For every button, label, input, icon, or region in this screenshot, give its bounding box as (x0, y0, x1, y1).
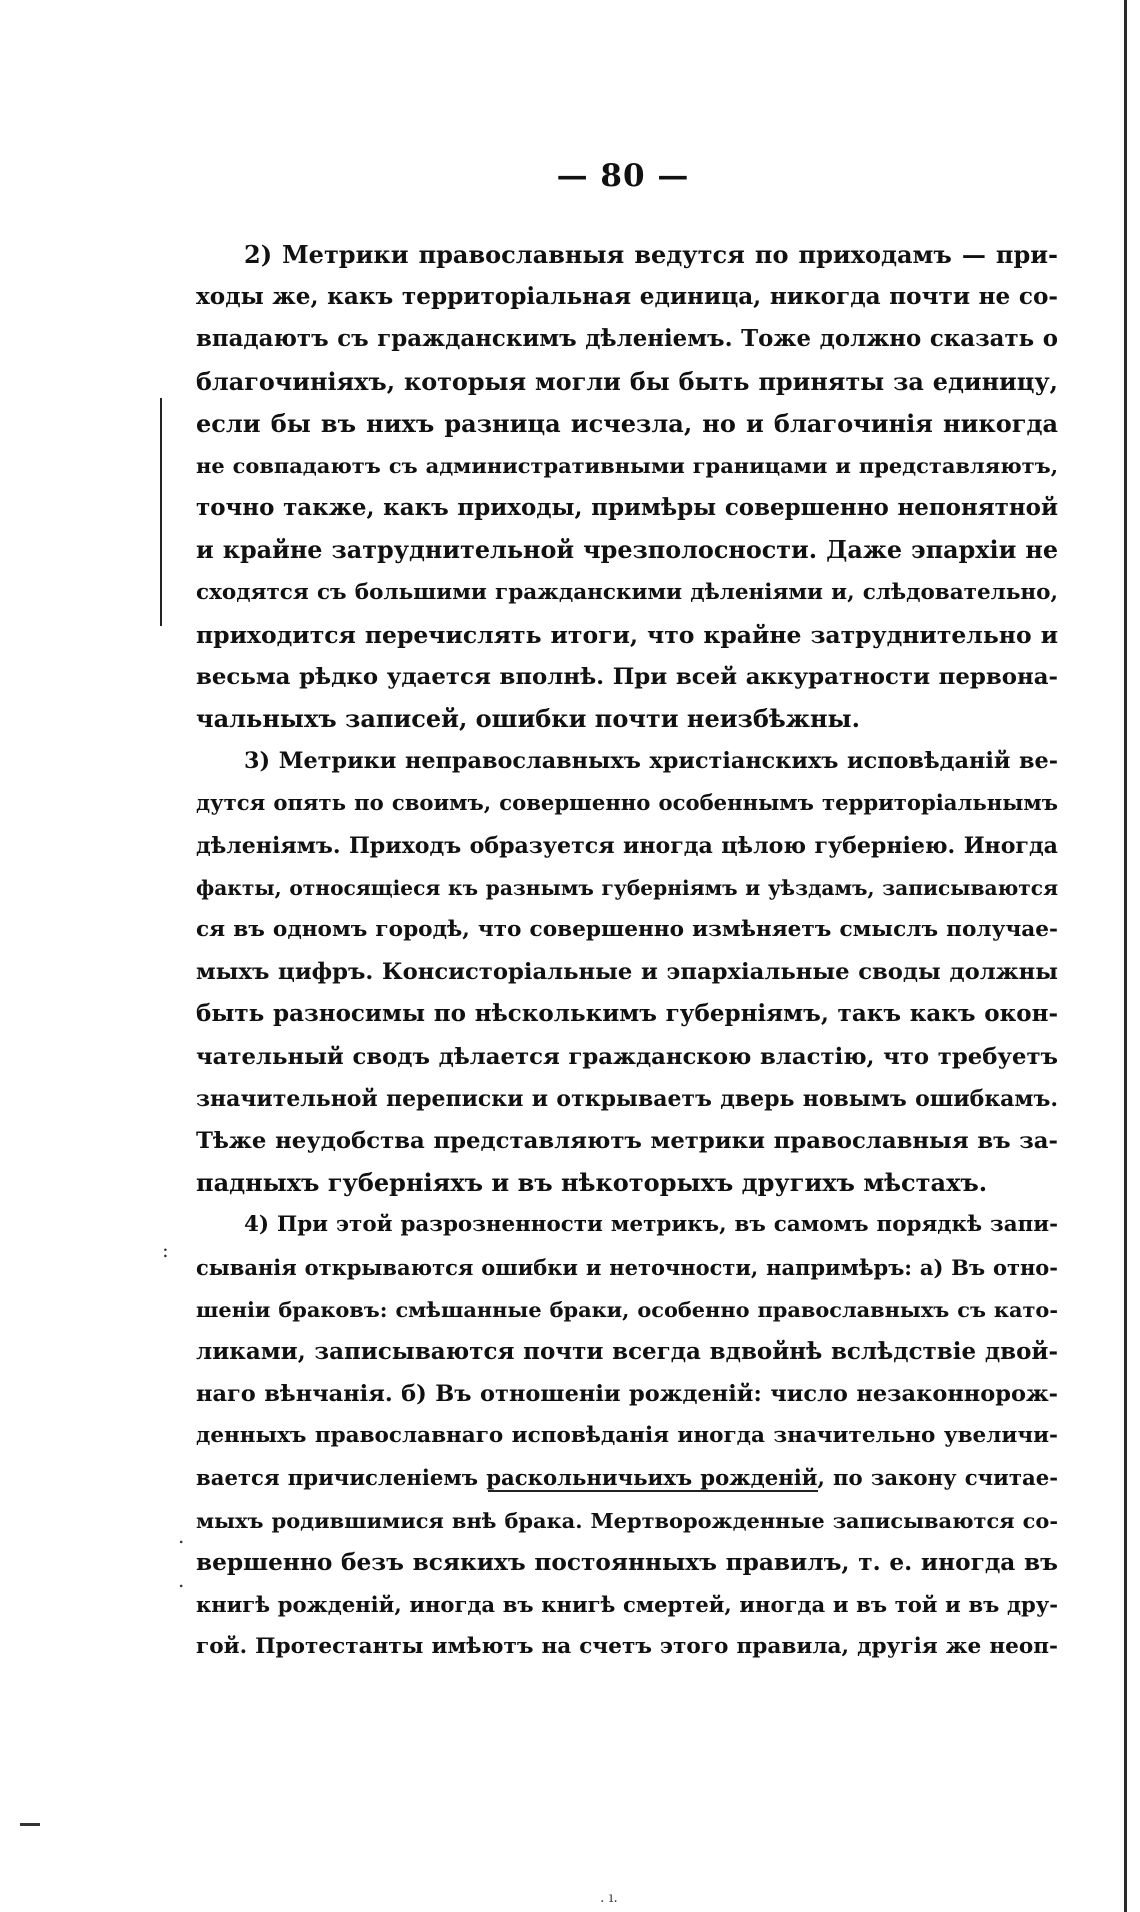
text-line: вается причисленіемъ раскольничьихъ рожденій, по закону считае- (196, 1465, 1058, 1491)
text-line: сыванія открываются ошибки и неточности, напримѣръ: а) Въ отно- (196, 1254, 1058, 1280)
paragraph-3 (196, 740, 1058, 1204)
paragraph-4 (196, 1204, 1058, 1668)
text-line: если бы въ нихъ разница исчезла, но и благочинія никогда (196, 408, 1058, 438)
text-line: ходы же, какъ территоріальная единица, никогда почти не со- (196, 283, 1058, 311)
margin-dot: . (178, 1524, 185, 1548)
page-number: — 80 — (556, 158, 690, 194)
text-line: мыхъ цифръ. Консисторіальные и эпархіальные своды должны (196, 959, 1058, 986)
text-line: точно также, какъ приходы, примѣры совершенно непонятной (196, 494, 1058, 522)
text-line: шеніи браковъ: смѣшанные браки, особенно православныхъ съ като- (196, 1296, 1058, 1322)
text-line: ликами, записываются почти всегда вдвойнѣ вслѣдствіе двой- (196, 1337, 1058, 1365)
text-line: Тѣже неудобства представляютъ метрики православныя въ за- (196, 1127, 1058, 1154)
text-line: быть разносимы по нѣсколькимъ губерніямъ, такъ какъ окон- (196, 1000, 1058, 1028)
text-line: 3) Метрики неправославныхъ христіанскихъ исповѣданій ве- (244, 748, 1058, 775)
text-line: ся въ одномъ городѣ, что совершенно измѣняетъ смыслъ получае- (196, 917, 1058, 942)
text-line: приходится перечислять итоги, что крайне затруднительно и (196, 620, 1058, 649)
text-line: факты, относящіеся къ разнымъ губерніямъ и уѣздамъ, записываются (196, 875, 1058, 900)
text-line: не совпадаютъ съ административными границами и представляютъ, (196, 452, 1058, 478)
footer-mark: . ı. (600, 1890, 618, 1906)
text-line: мыхъ родившимися внѣ брака. Мертворожденные записываются со- (196, 1507, 1058, 1533)
text-line: весьма рѣдко удается вполнѣ. При всей аккуратности первона- (196, 663, 1058, 690)
margin-dots: : (162, 1238, 169, 1262)
margin-dot: . (178, 1568, 185, 1592)
page-edge-line (1124, 0, 1127, 1912)
text-line: чальныхъ записей, ошибки почти неизбѣжны. (196, 704, 860, 734)
text-line: значительной переписки и открываетъ дверь новымъ ошибкамъ. (196, 1085, 1058, 1112)
text-line: денныхъ православнаго исповѣданія иногда значительно увеличи- (196, 1423, 1058, 1449)
text-line: дѣленіямъ. Приходъ образуется иногда цѣлою губерніею. Иногда (196, 832, 1058, 859)
text-line: наго вѣнчанія. б) Въ отношеніи рожденій: число незаконнорож- (196, 1381, 1058, 1408)
text-line: сходятся съ большими гражданскими дѣленіями и, слѣдовательно, (196, 579, 1058, 605)
text-line: дутся опять по своимъ, совершенно особеннымъ территоріальнымъ (196, 790, 1058, 816)
left-dash-mark (20, 1823, 40, 1826)
text-line: книгѣ рожденій, иногда въ книгѣ смертей, иногда и въ той и въ дру- (196, 1592, 1058, 1617)
text-line: вершенно безъ всякихъ постоянныхъ правилъ, т. е. иногда въ (196, 1548, 1058, 1576)
text-line: гой. Протестанты имѣютъ на счетъ этого правила, другія же неоп- (196, 1634, 1058, 1660)
margin-bar (160, 398, 162, 626)
text-line: 2) Метрики православныя ведутся по приходамъ — при- (244, 240, 1058, 269)
text-line: чательный сводъ дѣлается гражданскою властію, что требуетъ (196, 1043, 1058, 1070)
text-line: и крайне затруднительной чрезполосности. Даже эпархіи не (196, 536, 1058, 565)
text-line: благочиніяхъ, которыя могли бы быть приняты за единицу, (196, 367, 1058, 396)
text-line: впадаютъ съ гражданскимъ дѣленіемъ. Тоже должно сказать о (196, 326, 1058, 353)
text-line: падныхъ губерніяхъ и въ нѣкоторыхъ другихъ мѣстахъ. (196, 1168, 988, 1198)
paragraph-2 (196, 234, 1058, 740)
text-line: 4) При этой разрозненности метрикъ, въ самомъ порядкѣ запи- (244, 1212, 1058, 1238)
body-text (196, 234, 1058, 1668)
